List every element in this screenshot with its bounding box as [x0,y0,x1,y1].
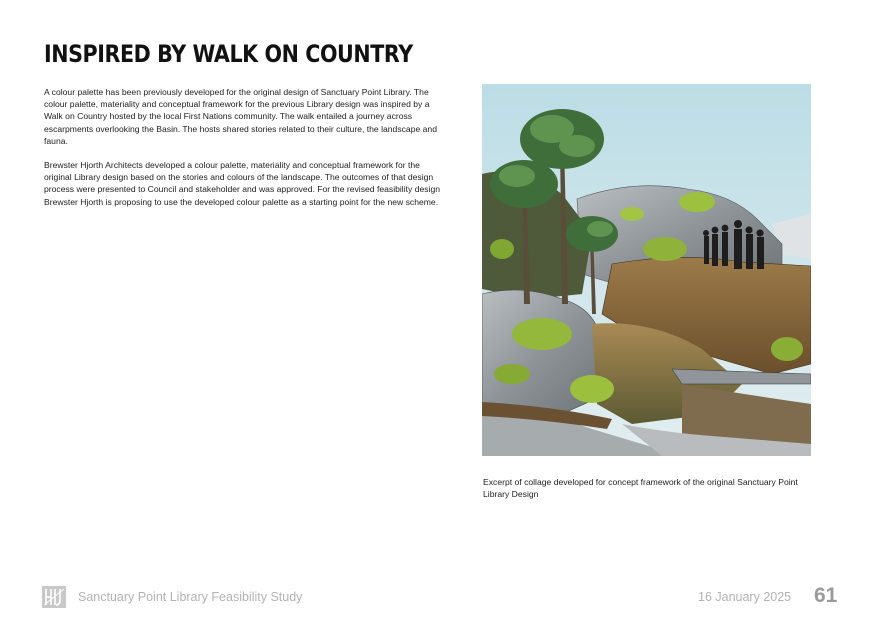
page-number: 61 [814,584,838,607]
image-caption: Excerpt of collage developed for concept framework of the original Sanctuary Point Library Design [483,477,798,500]
body-text [44,86,446,220]
paragraph-2: Brewster Hjorth Architects developed a colour palette, materiality and conceptual framework for the original Library design based on the stories and colours of the landscape. The outcomes of that design process were presented to Council and stakeholder and was approved. For the revised feasibility design Brewster Hjorth is proposing to use the developed colour palette as a starting point for the new scheme. [44,160,441,207]
landscape-collage-image [482,84,811,456]
architect-logo-icon [42,586,66,608]
page-title: INSPIRED BY WALK ON COUNTRY [44,40,413,68]
footer-date: 16 January 2025 [698,590,792,604]
paragraph-1: A colour palette has been previously developed for the original design of Sanctuary Point Library. The colour palette, materiality and conceptual framework for the previous Library design was inspired by a Walk on Country hosted by the local First Nations community. The walk entailed a journey across escarpments overlooking the Basin. The hosts shared stories related to their culture, the landscape and fauna. [44,87,437,146]
footer-study-title: Sanctuary Point Library Feasibility Study [78,590,303,604]
